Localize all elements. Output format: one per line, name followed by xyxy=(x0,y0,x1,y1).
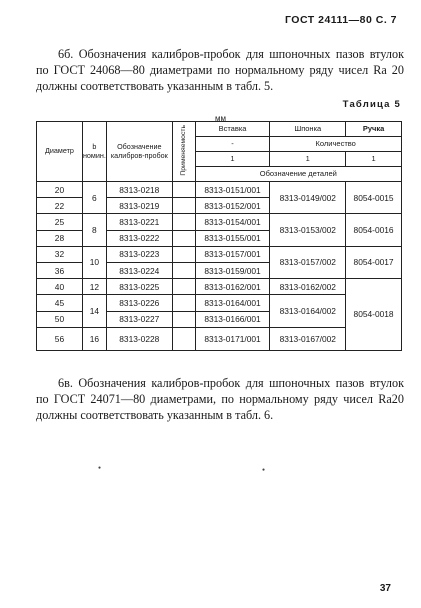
table-5 xyxy=(36,121,402,351)
cell-diameter: 28 xyxy=(37,230,83,246)
qty-dash: - xyxy=(195,137,270,152)
cell-diameter: 40 xyxy=(37,279,83,295)
cell-insert: 8313-0171/001 xyxy=(195,327,270,350)
cell-diameter: 36 xyxy=(37,262,83,278)
cell-designation: 8313-0223 xyxy=(106,246,172,262)
cell-applicability xyxy=(172,262,195,278)
cell-diameter: 22 xyxy=(37,198,83,214)
paragraph-6b xyxy=(36,46,404,94)
cell-key: 8313-0157/002 xyxy=(270,246,346,278)
cell-insert: 8313-0157/001 xyxy=(195,246,270,262)
cell-insert: 8313-0154/001 xyxy=(195,214,270,230)
header-key: Шпонка xyxy=(270,122,346,137)
cell-applicability xyxy=(172,182,195,198)
cell-applicability xyxy=(172,279,195,295)
cell-handle: 8054-0017 xyxy=(346,246,402,278)
cell-key: 8313-0162/002 xyxy=(270,279,346,295)
cell-designation: 8313-0222 xyxy=(106,230,172,246)
table-row xyxy=(37,246,402,262)
paragraph-6v xyxy=(36,375,404,423)
table-row xyxy=(37,214,402,230)
table-caption: Таблица 5 xyxy=(342,99,401,110)
cell-diameter: 32 xyxy=(37,246,83,262)
header-quantity: Количество xyxy=(270,137,402,152)
cell-handle: 8054-0016 xyxy=(346,214,402,246)
cell-key: 8313-0167/002 xyxy=(270,327,346,350)
qty-handle: 1 xyxy=(346,152,402,167)
cell-handle: 8054-0018 xyxy=(346,279,402,351)
header-parts-designation: Обозначение деталей xyxy=(195,167,401,182)
qty-insert: 1 xyxy=(195,152,270,167)
cell-b: 10 xyxy=(82,246,106,278)
cell-insert: 8313-0159/001 xyxy=(195,262,270,278)
cell-applicability xyxy=(172,246,195,262)
cell-diameter: 45 xyxy=(37,295,83,311)
cell-designation: 8313-0226 xyxy=(106,295,172,311)
header-diameter: Диаметр xyxy=(37,122,83,182)
cell-diameter: 20 xyxy=(37,182,83,198)
scan-speck: ● xyxy=(262,468,266,473)
paragraph-6v-text: 6в. Обозначения калибров-пробок для шпоночных пазов втулок по ГОСТ 24071—80 диаметрами, по нормальному ряду чисел Ra20 должны соответствовать указанным в табл. 6. xyxy=(36,376,404,422)
cell-designation: 8313-0227 xyxy=(106,311,172,327)
header-b-nominal: b номин. xyxy=(82,122,106,182)
cell-b: 12 xyxy=(82,279,106,295)
header-handle: Ручка xyxy=(346,122,402,137)
cell-designation: 8313-0228 xyxy=(106,327,172,350)
cell-designation: 8313-0225 xyxy=(106,279,172,295)
table-unit: мм xyxy=(215,114,226,123)
cell-key: 8313-0153/002 xyxy=(270,214,346,246)
cell-applicability xyxy=(172,327,195,350)
cell-diameter: 25 xyxy=(37,214,83,230)
cell-insert: 8313-0162/001 xyxy=(195,279,270,295)
cell-b: 6 xyxy=(82,182,106,214)
qty-key: 1 xyxy=(270,152,346,167)
cell-designation: 8313-0224 xyxy=(106,262,172,278)
cell-applicability xyxy=(172,311,195,327)
header-applicability-label: Применяемость xyxy=(179,124,187,176)
header-designation: Обозначение калибров-пробок xyxy=(106,122,172,182)
paragraph-6b-text: 6б. Обозначения калибров-пробок для шпоночных пазов втулок по ГОСТ 24068—80 диаметрами по нормальному ряду чисел Ra 20 должны соответствовать указанным в табл. 5. xyxy=(36,47,404,93)
header-insert: Вставка xyxy=(195,122,270,137)
cell-b: 8 xyxy=(82,214,106,246)
cell-key: 8313-0164/002 xyxy=(270,295,346,327)
cell-insert: 8313-0151/001 xyxy=(195,182,270,198)
cell-insert: 8313-0164/001 xyxy=(195,295,270,311)
cell-b: 14 xyxy=(82,295,106,327)
table-row xyxy=(37,182,402,198)
cell-applicability xyxy=(172,230,195,246)
cell-designation: 8313-0221 xyxy=(106,214,172,230)
cell-insert: 8313-0155/001 xyxy=(195,230,270,246)
cell-applicability xyxy=(172,295,195,311)
cell-b: 16 xyxy=(82,327,106,350)
cell-handle: 8054-0015 xyxy=(346,182,402,214)
cell-insert: 8313-0166/001 xyxy=(195,311,270,327)
cell-applicability xyxy=(172,198,195,214)
cell-diameter: 50 xyxy=(37,311,83,327)
scan-speck: ● xyxy=(98,466,102,471)
cell-key: 8313-0149/002 xyxy=(270,182,346,214)
cell-designation: 8313-0218 xyxy=(106,182,172,198)
header-applicability xyxy=(172,122,195,182)
cell-diameter: 56 xyxy=(37,327,83,350)
cell-designation: 8313-0219 xyxy=(106,198,172,214)
cell-applicability xyxy=(172,214,195,230)
cell-insert: 8313-0152/001 xyxy=(195,198,270,214)
page-header: ГОСТ 24111—80 С. 7 xyxy=(284,14,397,26)
table-row xyxy=(37,279,402,295)
page-number: 37 xyxy=(379,583,391,594)
